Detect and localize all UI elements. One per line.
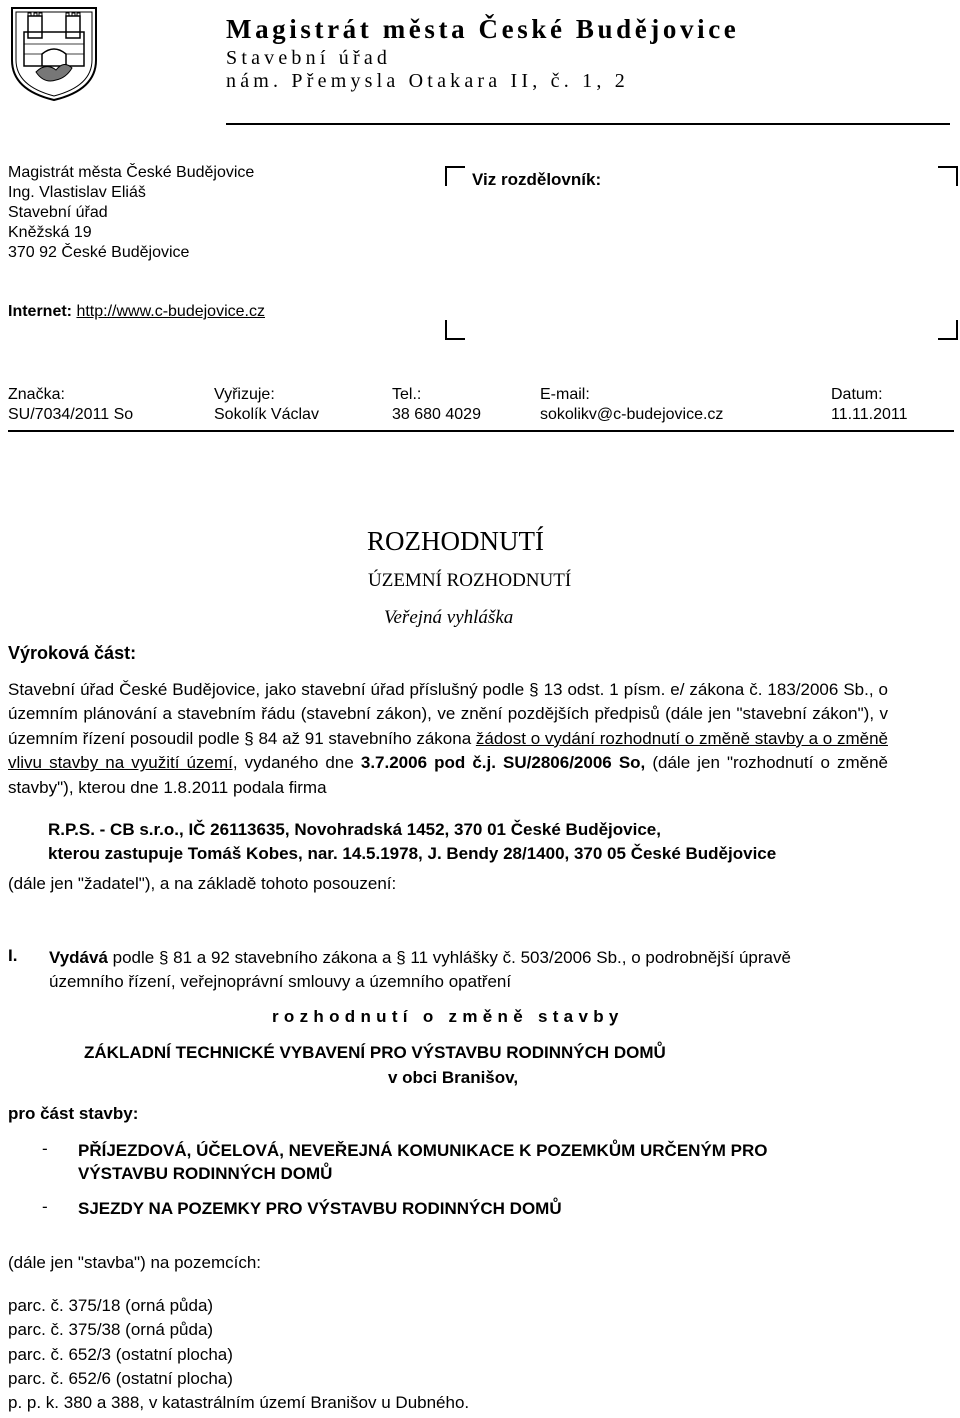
meta-label: Datum: — [831, 386, 883, 403]
para-text: Stavební úřad České Budějovice, jako stavební úřad příslušný podle § 13 odst. 1 písm. e/ zákona č. 183/2006 Sb., o územním plánování a stavebním řádu (stavební zákon), ve znění pozdějších předpisů (dále jen "stavební zákon"), v územním řízení posoudil podle § 84 až 91 stavebního zákona — [8, 680, 888, 748]
list-bullet: - — [42, 1139, 48, 1158]
parcel-item: parc. č. 375/18 (orná půda) — [8, 1296, 214, 1315]
part-label: pro část stavby: — [8, 1104, 139, 1123]
parcel-item: parc. č. 652/6 (ostatní plocha) — [8, 1368, 233, 1388]
section-line: podle § 81 a 92 stavebního zákona a § 11 vyhlášky č. 503/2006 Sb., o podrobnější úpravě — [107, 948, 791, 967]
sender-line: Kněžská 19 — [8, 224, 92, 241]
recipient-label: Viz rozdělovník: — [472, 170, 602, 189]
sender-address — [8, 163, 254, 263]
building-location: v obci Branišov, — [388, 1068, 519, 1087]
parcel-item: parc. č. 375/38 (orná půda) — [8, 1320, 214, 1340]
applicant-line: R.P.S. - CB s.r.o., IČ 26113635, Novohradská 1452, 370 01 České Budějovice, — [48, 820, 661, 839]
meta-label: Tel.: — [392, 386, 422, 403]
verdict-label: Výroková část: — [8, 643, 137, 663]
header-divider — [226, 123, 950, 125]
meta-value: 11.11.2011 — [831, 406, 908, 423]
meta-email — [540, 385, 723, 425]
decision-heading: rozhodnutí o změně stavby — [272, 1007, 624, 1026]
authority-name: Magistrát města České Budějovice — [226, 14, 740, 44]
section-line: územního řízení, veřejnoprávní smlouvy a územního opatření — [49, 972, 512, 991]
para-underlined: žádost o vydání rozhodnutí o změně stavby a o změně vlivu stavby na využití území, — [8, 728, 888, 773]
section-number: I. — [8, 946, 18, 965]
parcel-item: parc. č. 652/3 (ostatní plocha) — [8, 1344, 233, 1364]
address-window-corner — [445, 166, 465, 186]
document-title: ROZHODNUTÍ — [367, 526, 544, 556]
para-text: (dále jen "rozhodnutí o změně stavby"), kterou dne 1.8.2011 podala firma — [8, 753, 888, 797]
sender-line: Magistrát města České Budějovice — [8, 164, 255, 181]
item-line: PŘÍJEZDOVÁ, ÚČELOVÁ, NEVEŘEJNÁ KOMUNIKACE K POZEMKŮM URČENÝM PRO — [78, 1141, 768, 1160]
sender-line: 370 92 České Budějovice — [8, 244, 190, 261]
meta-phone — [392, 385, 481, 425]
para-text: vydaného dne — [237, 753, 361, 773]
applicant-line: kterou zastupuje Tomáš Kobes, nar. 14.5.1978, J. Bendy 28/1400, 370 05 České Budějovice — [48, 844, 777, 863]
department-name: Stavební úřad — [226, 47, 392, 69]
applicant-note: (dále jen "žadatel"), a na základě tohoto posouzení: — [8, 874, 397, 893]
sender-line: Ing. Vlastislav Eliáš — [8, 184, 146, 201]
building-name: ZÁKLADNÍ TECHNICKÉ VYBAVENÍ PRO VÝSTAVBU RODINNÝCH DOMŮ — [84, 1043, 666, 1062]
meta-label: Značka: — [8, 386, 65, 403]
internet-label: Internet: — [8, 303, 72, 320]
section-text — [49, 946, 791, 994]
public-notice: Veřejná vyhláška — [384, 607, 514, 628]
item-line: VÝSTAVBU RODINNÝCH DOMŮ — [78, 1164, 333, 1183]
meta-handler — [214, 385, 319, 425]
meta-date — [831, 385, 908, 425]
meta-value: SU/7034/2011 So — [8, 406, 134, 423]
meta-value: sokolikv@c-budejovice.cz — [540, 406, 724, 423]
website-link[interactable]: http://www.c-budejovice.cz — [76, 303, 265, 320]
parcel-list — [8, 1294, 469, 1415]
address-window-corner — [938, 166, 958, 186]
city-coat-of-arms-logo — [6, 2, 102, 102]
item-line: SJEZDY NA POZEMKY PRO VÝSTAVBU RODINNÝCH DOMŮ — [78, 1199, 562, 1218]
parcels-intro: (dále jen "stavba") na pozemcích: — [8, 1253, 262, 1272]
internet-line — [8, 303, 265, 321]
address-window-corner — [938, 320, 958, 340]
intro-paragraph — [8, 678, 888, 800]
meta-label: E-mail: — [540, 386, 590, 403]
address-window-corner — [445, 320, 465, 340]
parcel-item: p. p. k. 380 a 388, v katastrálním území Branišov u Dubného. — [8, 1393, 470, 1413]
list-bullet: - — [42, 1197, 48, 1216]
applicant-block — [48, 818, 776, 866]
sender-line: Stavební úřad — [8, 204, 108, 221]
meta-value: 38 680 4029 — [392, 406, 481, 423]
para-bold: 3.7.2006 pod č.j. SU/2806/2006 So, — [360, 753, 646, 773]
document-subtitle: ÚZEMNÍ ROZHODNUTÍ — [368, 570, 572, 591]
list-item — [78, 1139, 768, 1185]
authority-address: nám. Přemysla Otakara II, č. 1, 2 — [226, 70, 629, 92]
meta-label: Vyřizuje: — [214, 386, 275, 403]
section-verb: Vydává — [49, 948, 108, 967]
meta-divider — [8, 430, 954, 432]
meta-reference — [8, 385, 133, 425]
list-item — [78, 1197, 562, 1220]
meta-value: Sokolík Václav — [214, 406, 319, 423]
